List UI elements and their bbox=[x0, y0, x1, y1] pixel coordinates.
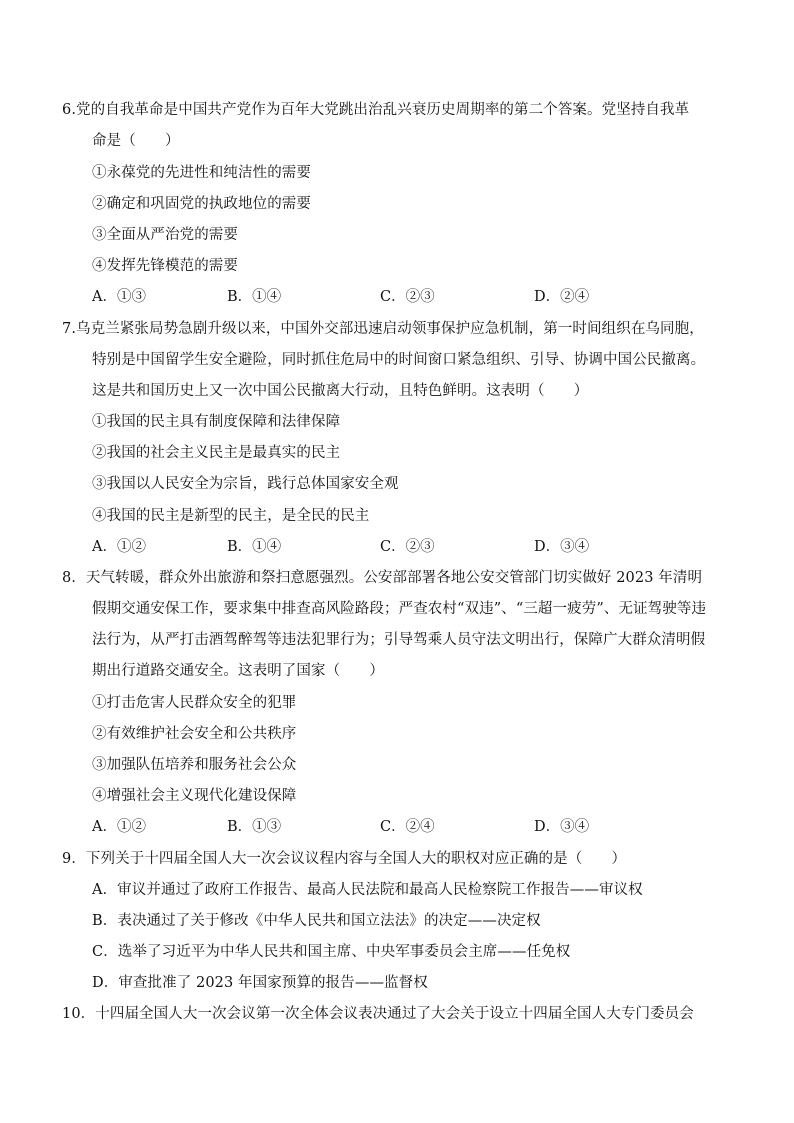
q6-choices bbox=[92, 287, 732, 307]
q9-choice-b[interactable]: B．表决通过了关于修改《中华人民共和国立法法》的决定——决定权 bbox=[92, 913, 541, 929]
q7-stem-line1: 7.乌克兰紧张局势急剧升级以来，中国外交部迅速启动领事保护应急机制，第一时间组织在乌同胞， bbox=[62, 321, 704, 337]
q7-choices bbox=[92, 537, 732, 557]
q8-statement-3: ③加强队伍培养和服务社会公众 bbox=[92, 757, 297, 773]
q8-choice-d[interactable]: D．③④ bbox=[534, 819, 590, 835]
q6-stem-line1: 6.党的自我革命是中国共产党作为百年大党跳出治乱兴衰历史周期率的第二个答案。党坚持自我革 bbox=[62, 102, 690, 118]
q9-choice-c[interactable]: C．选举了习近平为中华人民共和国主席、中央军事委员会主席——任免权 bbox=[92, 944, 571, 960]
q7-statement-2: ②我国的社会主义民主是最真实的民主 bbox=[92, 445, 341, 461]
q7-choice-b[interactable]: B．①④ bbox=[227, 539, 282, 555]
q10-stem-line1: 10．十四届全国人大一次会议第一次全体会议表决通过了大会关于设立十四届全国人大专门委员会 bbox=[62, 1006, 694, 1022]
q7-statement-3: ③我国以人民安全为宗旨，践行总体国家安全观 bbox=[92, 476, 399, 492]
q6-statement-2: ②确定和巩固党的执政地位的需要 bbox=[92, 196, 311, 212]
q8-stem-line3: 法行为，从严打击酒驾醉驾等违法犯罪行为；引导驾乘人员守法文明出行，保障广大群众清明假 bbox=[92, 632, 706, 648]
q6-statement-1: ①永葆党的先进性和纯洁性的需要 bbox=[92, 165, 311, 181]
q7-choice-c[interactable]: C．②③ bbox=[380, 539, 435, 555]
q6-statement-4: ④发挥先锋模范的需要 bbox=[92, 258, 238, 274]
q6-statement-3: ③全面从严治党的需要 bbox=[92, 227, 238, 243]
q7-stem-line2: 特别是中国留学生安全避险，同时抓住危局中的时间窗口紧急组织、引导、协调中国公民撤离。 bbox=[92, 352, 706, 368]
q7-choice-d[interactable]: D．③④ bbox=[534, 539, 590, 555]
q6-choice-c[interactable]: C．②③ bbox=[380, 289, 435, 305]
q8-choice-b[interactable]: B．①③ bbox=[227, 819, 282, 835]
q6-choice-a[interactable]: A．①③ bbox=[92, 289, 146, 305]
q6-choice-b[interactable]: B．①④ bbox=[227, 289, 282, 305]
q8-choice-c[interactable]: C．②④ bbox=[380, 819, 435, 835]
q6-choice-d[interactable]: D．②④ bbox=[534, 289, 590, 305]
q7-statement-1: ①我国的民主具有制度保障和法律保障 bbox=[92, 414, 341, 430]
q8-choices bbox=[92, 817, 732, 837]
q6-stem-line2: 命是（ ） bbox=[92, 133, 180, 149]
q8-stem-line4: 期出行道路交通安全。这表明了国家（ ） bbox=[92, 663, 384, 679]
q7-stem-line3: 这是共和国历史上又一次中国公民撤离大行动，且特色鲜明。这表明（ ） bbox=[92, 383, 589, 399]
q8-statement-1: ①打击危害人民群众安全的犯罪 bbox=[92, 695, 297, 711]
q8-statement-2: ②有效维护社会安全和公共秩序 bbox=[92, 726, 297, 742]
q7-statement-4: ④我国的民主是新型的民主，是全民的民主 bbox=[92, 508, 370, 524]
q9-stem: 9．下列关于十四届全国人大一次会议议程内容与全国人大的职权对应正确的是（ ） bbox=[62, 851, 627, 867]
q8-choice-a[interactable]: A．①② bbox=[92, 819, 146, 835]
q9-choice-d[interactable]: D．审查批准了 2023 年国家预算的报告——监督权 bbox=[92, 975, 428, 991]
q7-choice-a[interactable]: A．①② bbox=[92, 539, 146, 555]
q9-choice-a[interactable]: A．审议并通过了政府工作报告、最高人民法院和最高人民检察院工作报告——审议权 bbox=[92, 882, 643, 898]
q8-stem-line1: 8．天气转暖，群众外出旅游和祭扫意愿强烈。公安部部署各地公安交管部门切实做好 2023 年清明 bbox=[62, 570, 703, 586]
q8-statement-4: ④增强社会主义现代化建设保障 bbox=[92, 788, 297, 804]
q8-stem-line2: 假期交通安保工作，要求集中排查高风险路段；严查农村“双违”、“三超一疲劳”、无证驾驶等违 bbox=[92, 601, 707, 617]
